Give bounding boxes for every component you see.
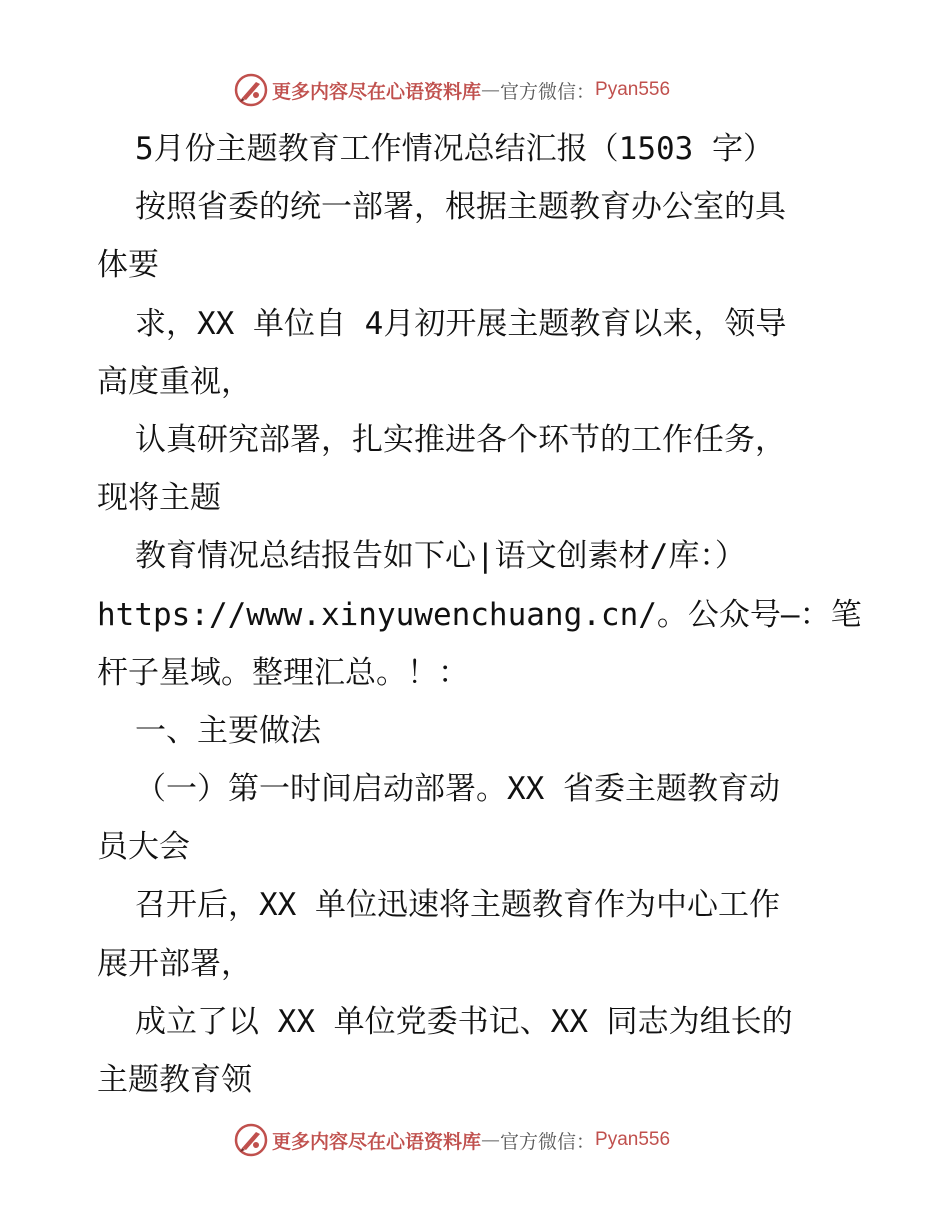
document-line: 员大会 [97,829,190,866]
document-line: 主题教育领 [97,1062,252,1098]
watermark-dash: — [481,1129,501,1151]
document-line: 高度重视， [97,363,252,400]
document-line: 教育情况总结报告如下心|语文创素材/库：） [135,538,746,575]
document-line: https://www.xinyuwenchuang.cn/。公众号—：笔 [97,596,862,633]
watermark-dash: — [481,79,501,101]
document-line: 求，XX 单位自 4月初开展主题教育以来，领导 [135,305,787,342]
document-line: 现将主题 [97,480,221,517]
document-line: 认真研究部署，扎实推进各个环节的工作任务， [135,421,786,458]
document-line: 体要 [97,247,159,284]
quill-logo-icon [234,1123,268,1157]
document-line: 杆子星域。整理汇总。！： [97,654,469,691]
watermark-wechat-label: 官方微信： [500,1130,596,1153]
watermark-wechat-label: 官方微信： [500,80,596,103]
watermark-wechat-id: Pyan556 [595,79,671,100]
quill-logo-icon [234,73,268,107]
header-watermark [234,72,714,108]
document-line: 展开部署， [97,945,252,982]
document-line: 一、主要做法 [135,712,321,749]
watermark-site-text: 更多内容尽在心语资料库 [272,1130,482,1153]
watermark-wechat-id: Pyan556 [595,1129,671,1150]
document-body [97,120,867,1109]
document-line: 召开后，XX 单位迅速将主题教育作为中心工作 [135,887,780,924]
watermark-site-text: 更多内容尽在心语资料库 [272,80,482,103]
footer-watermark [234,1122,714,1158]
document-line: （一）第一时间启动部署。XX 省委主题教育动 [135,771,780,808]
document-line: 按照省委的统一部署，根据主题教育办公室的具 [135,189,786,226]
document-line: 5月份主题教育工作情况总结汇报（1503 字） [135,131,774,167]
document-line: 成立了以 XX 单位党委书记、XX 同志为组长的 [135,1003,793,1040]
